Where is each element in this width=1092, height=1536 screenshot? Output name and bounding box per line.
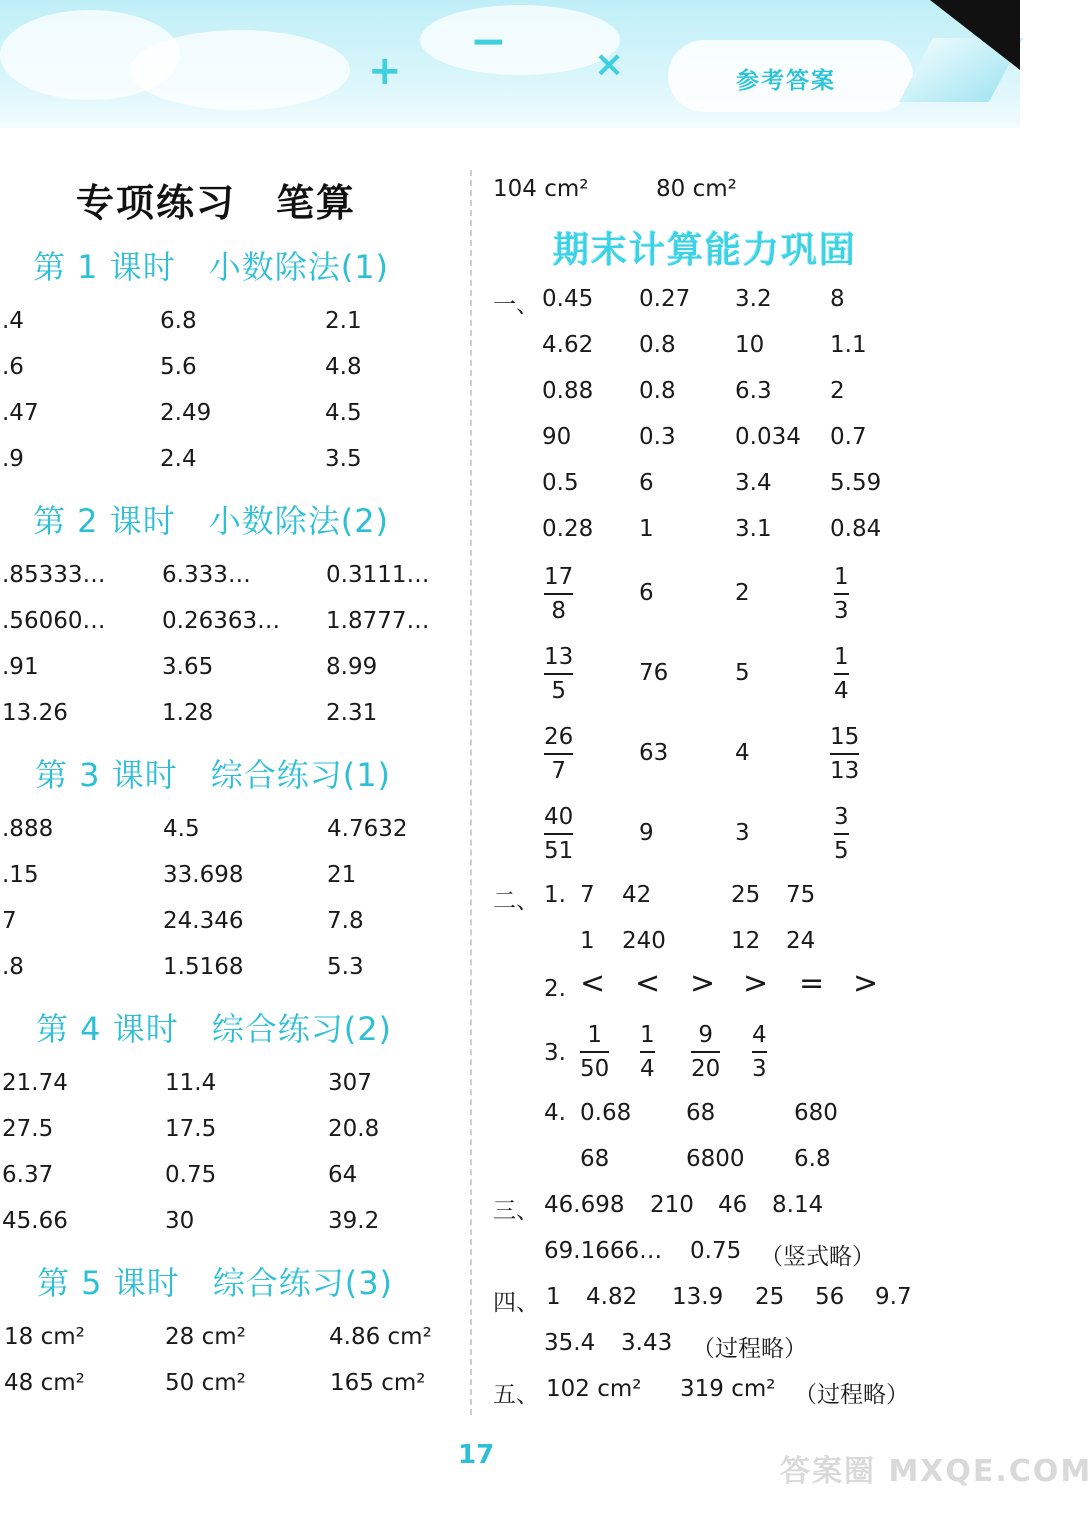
answer-value: 5	[735, 660, 750, 686]
answer-value: 0.84	[830, 516, 882, 542]
part-label: 一、	[493, 292, 539, 318]
answer-value: 3.65	[162, 654, 214, 680]
answer-value: 104 cm²	[493, 176, 589, 202]
answer-value: 6.8	[794, 1146, 831, 1172]
denominator: 13	[830, 758, 860, 784]
answer-value: 7.8	[327, 908, 364, 934]
answer-value: 1	[639, 516, 654, 542]
answer-value: .85333…	[2, 562, 106, 588]
answer-value: 210	[650, 1192, 694, 1218]
fraction	[544, 642, 573, 706]
answer-value: 0.75	[165, 1162, 217, 1188]
numerator: 9	[698, 1022, 713, 1048]
lesson-title: 第 3 课时 综合练习(1)	[35, 756, 392, 794]
answer-value: 20.8	[328, 1116, 380, 1142]
answer-value: 0.28	[542, 516, 594, 542]
answer-value: .888	[2, 816, 54, 842]
answer-value: .47	[2, 400, 39, 426]
answer-value: 3.2	[735, 286, 772, 312]
answer-value: 2.1	[325, 308, 362, 334]
fraction	[834, 802, 849, 866]
times-icon: ×	[594, 44, 625, 85]
question-label: 2.	[544, 976, 566, 1002]
numerator: 26	[544, 724, 574, 750]
answer-value: .91	[2, 654, 39, 680]
answer-value: 90	[542, 424, 572, 450]
answer-value: 1	[580, 928, 595, 954]
answer-value: 4.82	[586, 1284, 638, 1310]
cloud-decoration	[420, 5, 620, 75]
answer-value: 0.88	[542, 378, 594, 404]
answer-value: 68	[686, 1100, 716, 1126]
answer-value: 68	[580, 1146, 610, 1172]
answer-value: 27.5	[2, 1116, 54, 1142]
comparison-symbol: <	[635, 966, 661, 1001]
answer-value: 1	[546, 1284, 561, 1310]
answer-value: 2.31	[326, 700, 378, 726]
answer-value: 56	[815, 1284, 845, 1310]
answer-value: 0.7	[830, 424, 867, 450]
numerator: 1	[834, 564, 849, 590]
answer-value: 63	[639, 740, 669, 766]
answer-value: 6.333…	[162, 562, 251, 588]
answer-value: 6.8	[160, 308, 197, 334]
answer-value: 6	[639, 470, 654, 496]
answer-value: 0.8	[639, 332, 676, 358]
answer-value: 33.698	[163, 862, 244, 888]
numerator: 13	[544, 644, 574, 670]
answer-value: 45.66	[2, 1208, 68, 1234]
answer-value: 24	[786, 928, 816, 954]
comparison-symbol: <	[580, 966, 606, 1001]
answer-value: 39.2	[328, 1208, 380, 1234]
answer-value: 46.698	[544, 1192, 625, 1218]
denominator: 4	[640, 1056, 655, 1082]
lesson-title: 第 1 课时 小数除法(1)	[33, 248, 390, 286]
answer-value: 2	[735, 580, 750, 606]
answer-value: 4	[735, 740, 750, 766]
comparison-symbol: >	[743, 966, 769, 1001]
comparison-symbol: =	[799, 966, 825, 1001]
numerator: 3	[834, 804, 849, 830]
question-label: 3.	[544, 1040, 566, 1066]
answer-value: 165 cm²	[330, 1370, 426, 1396]
section-title: 期末计算能力巩固	[553, 230, 858, 271]
denominator: 3	[752, 1056, 767, 1082]
answer-value: 7	[580, 882, 595, 908]
lesson-title: 第 2 课时 小数除法(2)	[33, 502, 390, 540]
answer-value: 28 cm²	[165, 1324, 246, 1350]
answer-value: 17.5	[165, 1116, 217, 1142]
answer-value: 6	[639, 580, 654, 606]
column-divider	[470, 170, 472, 1415]
answer-value: 4.5	[163, 816, 200, 842]
part-label: 四、	[493, 1290, 539, 1316]
answer-value: 6.37	[2, 1162, 54, 1188]
answer-value: 3	[735, 820, 750, 846]
answer-value: 9.7	[875, 1284, 912, 1310]
numerator: 1	[587, 1022, 602, 1048]
fraction	[544, 562, 573, 626]
answer-value: 69.1666…	[544, 1238, 663, 1264]
minus-icon: −	[470, 16, 507, 67]
lesson-title: 第 4 课时 综合练习(2)	[36, 1010, 393, 1048]
answer-value: 0.3111…	[326, 562, 430, 588]
answer-value: 13.26	[2, 700, 68, 726]
answer-value: 9	[639, 820, 654, 846]
fraction	[752, 1020, 767, 1084]
header-banner	[0, 0, 1020, 128]
answer-value: 1.5168	[163, 954, 244, 980]
answer-value: 75	[786, 882, 816, 908]
answer-value: 25	[755, 1284, 785, 1310]
answer-value: 319 cm²	[680, 1376, 776, 1402]
numerator: 17	[544, 564, 574, 590]
answer-value: 42	[622, 882, 652, 908]
answer-value: .56060…	[2, 608, 106, 634]
answer-value: 25	[731, 882, 761, 908]
answer-value: 3.4	[735, 470, 772, 496]
numerator: 40	[544, 804, 574, 830]
answer-value: 1.28	[162, 700, 214, 726]
denominator: 4	[834, 678, 849, 704]
header-label: 参考答案	[736, 68, 836, 94]
question-label: 1.	[544, 882, 566, 908]
answer-value: 48 cm²	[4, 1370, 85, 1396]
fraction	[830, 722, 859, 786]
answer-value: 10	[735, 332, 765, 358]
part-label: 五、	[493, 1382, 539, 1408]
answer-value: 102 cm²	[546, 1376, 642, 1402]
answer-value: 3.1	[735, 516, 772, 542]
fraction	[544, 802, 573, 866]
numerator: 1	[834, 644, 849, 670]
answer-value: 0.3	[639, 424, 676, 450]
answer-value: 6800	[686, 1146, 745, 1172]
answer-value: 0.034	[735, 424, 801, 450]
lesson-title: 第 5 课时 综合练习(3)	[37, 1264, 394, 1302]
answer-value: 7	[2, 908, 17, 934]
answer-note: （竖式略）	[760, 1244, 875, 1270]
answer-value: 0.5	[542, 470, 579, 496]
answer-value: 18 cm²	[4, 1324, 85, 1350]
denominator: 50	[580, 1056, 610, 1082]
answer-value: 4.7632	[327, 816, 408, 842]
numerator: 15	[830, 724, 860, 750]
fraction	[691, 1020, 720, 1084]
denominator: 5	[551, 678, 566, 704]
answer-value: 64	[328, 1162, 358, 1188]
answer-note: （过程略）	[794, 1382, 909, 1408]
answer-value: 21.74	[2, 1070, 68, 1096]
answer-value: 76	[639, 660, 669, 686]
answer-value: 2	[830, 378, 845, 404]
answer-value: 0.75	[690, 1238, 742, 1264]
fraction	[640, 1020, 655, 1084]
comparison-symbol: >	[853, 966, 879, 1001]
numerator: 4	[752, 1022, 767, 1048]
page-number: 17	[458, 1440, 495, 1470]
answer-value: 0.45	[542, 286, 594, 312]
denominator: 51	[544, 838, 574, 864]
answer-value: 11.4	[165, 1070, 217, 1096]
answer-value: 680	[794, 1100, 838, 1126]
answer-value: 80 cm²	[656, 176, 737, 202]
denominator: 3	[834, 598, 849, 624]
answer-value: 0.26363…	[162, 608, 281, 634]
answer-value: .9	[2, 446, 24, 472]
answer-value: 240	[622, 928, 666, 954]
denominator: 7	[551, 758, 566, 784]
fraction	[834, 562, 849, 626]
answer-value: 46	[718, 1192, 748, 1218]
answer-value: 3.43	[621, 1330, 673, 1356]
answer-value: 4.62	[542, 332, 594, 358]
cloud-decoration	[130, 30, 350, 110]
answer-value: 13.9	[672, 1284, 724, 1310]
answer-value: 5.6	[160, 354, 197, 380]
answer-value: 8.99	[326, 654, 378, 680]
answer-value: 4.8	[325, 354, 362, 380]
answer-value: 1.1	[830, 332, 867, 358]
answer-value: 8	[830, 286, 845, 312]
answer-value: 35.4	[544, 1330, 596, 1356]
answer-value: 21	[327, 862, 357, 888]
answer-value: 3.5	[325, 446, 362, 472]
numerator: 1	[640, 1022, 655, 1048]
answer-value: 4.86 cm²	[329, 1324, 432, 1350]
answer-value: 5.3	[327, 954, 364, 980]
answer-value: 12	[731, 928, 761, 954]
answer-value: .4	[2, 308, 24, 334]
fraction	[580, 1020, 609, 1084]
comparison-symbol: >	[690, 966, 716, 1001]
answer-value: 0.8	[639, 378, 676, 404]
part-label: 三、	[493, 1198, 539, 1224]
denominator: 20	[691, 1056, 721, 1082]
question-label: 4.	[544, 1100, 566, 1126]
fraction	[544, 722, 573, 786]
answer-value: 0.27	[639, 286, 691, 312]
answer-value: 8.14	[772, 1192, 824, 1218]
plus-icon: +	[368, 48, 402, 94]
page-corner-decoration	[930, 0, 1020, 70]
watermark-logo: 答案圈 MXQE.COM	[780, 1454, 1092, 1489]
answer-value: 1.8777…	[326, 608, 430, 634]
answer-value: 6.3	[735, 378, 772, 404]
answer-value: 5.59	[830, 470, 882, 496]
denominator: 5	[834, 838, 849, 864]
answer-value: 307	[328, 1070, 372, 1096]
answer-value: .6	[2, 354, 24, 380]
answer-value: 2.49	[160, 400, 212, 426]
answer-value: .8	[2, 954, 24, 980]
answer-value: 0.68	[580, 1100, 632, 1126]
answer-value: 24.346	[163, 908, 244, 934]
answer-value: 2.4	[160, 446, 197, 472]
answer-value: 50 cm²	[165, 1370, 246, 1396]
denominator: 8	[551, 598, 566, 624]
answer-value: 30	[165, 1208, 195, 1234]
fraction	[834, 642, 849, 706]
answer-note: （过程略）	[692, 1336, 807, 1362]
left-title: 专项练习 笔算	[76, 181, 357, 225]
part-label: 二、	[493, 888, 539, 914]
answer-value: 4.5	[325, 400, 362, 426]
answer-value: .15	[2, 862, 39, 888]
